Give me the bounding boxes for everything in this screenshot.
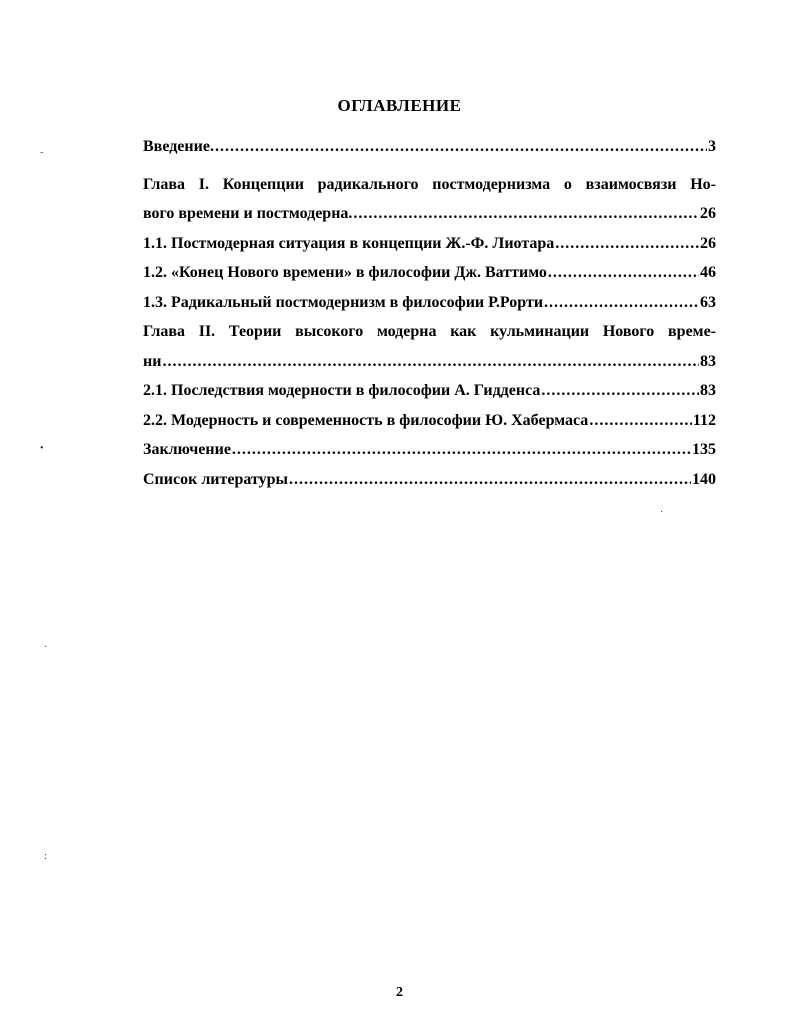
toc-entry-text: Заключение [143,441,231,458]
toc-entry-text: Глава I. Концепции радикального постмодернизма о взаимосвязи Но- [143,175,716,193]
dot-leader [289,469,691,491]
toc-entry-text: 2.2. Модерность и современность в философии Ю. Хабермаса [143,411,589,429]
toc-entry-chapter-1[interactable] [143,203,716,233]
toc-page-number: 46 [700,264,716,281]
toc-page-number: 26 [700,234,716,252]
toc-entry-text: ни [143,352,162,370]
toc-entry-section-2-1[interactable] [143,380,716,410]
toc-entry-chapter-1-line1[interactable] [143,174,716,204]
dot-leader [548,262,699,284]
scan-artifact: : [44,851,47,862]
toc-page-number: 26 [700,205,716,222]
toc-entry-text: Список литературы [143,470,288,488]
scan-artifact: • [40,443,44,454]
toc-page-number: 135 [692,441,716,458]
dot-leader [589,410,692,432]
toc-entry-text: Глава II. Теории высокого модерна как кульминации Нового време- [143,323,716,340]
toc-entry-intro[interactable] [143,136,716,166]
toc-entry-section-1-2[interactable] [143,262,716,292]
toc-entry-text: 1.2. «Конец Нового времени» в философии Дж. Ваттимо [143,264,547,281]
toc-entry-text: 2.1. Последствия модерности в философии А. Гидденса [143,382,541,399]
toc-entry-conclusion[interactable] [143,439,716,469]
toc-title: ОГЛАВЛЕНИЕ [337,96,462,115]
dot-leader [555,233,699,255]
toc-entry-section-1-1[interactable] [143,233,716,263]
toc-page-number: 112 [692,411,716,429]
toc-page-number: 63 [700,293,716,311]
toc-entry-chapter-2-line1[interactable] [143,321,716,351]
dot-leader [232,439,691,461]
scan-artifact: ˜ [40,151,44,162]
dot-leader [353,203,699,225]
dot-leader [544,292,699,314]
scan-artifact: · [44,642,48,653]
toc-entry-text: вого времени и постмодерна. [143,205,353,222]
toc-page-number: 140 [692,470,716,488]
toc-entry-text: Введение. [143,138,214,155]
toc-entry-section-2-2[interactable] [143,410,716,440]
toc-page-number: 83 [700,382,716,399]
toc-entry-chapter-2[interactable] [143,351,716,381]
dot-leader [541,380,699,402]
toc-entry-text: 1.3. Радикальный постмодернизм в философии Р.Рорти [143,293,544,311]
page-number: 2 [396,985,403,1000]
toc-entry-text: 1.1. Постмодерная ситуация в концепции Ж.-Ф. Лиотара [143,234,555,252]
scan-artifact: · [660,507,664,518]
toc-entry-section-1-3[interactable] [143,292,716,322]
toc-page-number: 83 [700,352,716,370]
toc-page-number: 3 [708,138,716,155]
toc-entry-references[interactable] [143,469,716,499]
dot-leader [162,351,699,373]
table-of-contents [143,136,716,498]
dot-leader [215,136,707,158]
